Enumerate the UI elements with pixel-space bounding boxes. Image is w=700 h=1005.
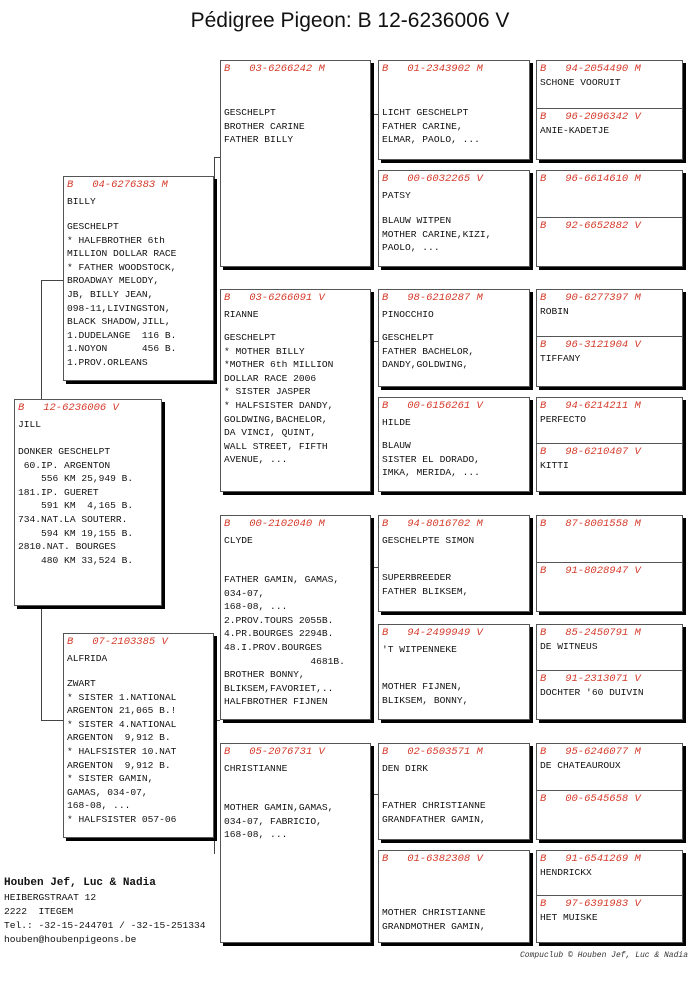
great-grandparent-card [378,397,530,492]
pair-divider [537,108,682,109]
pigeon-name: CHRISTIANNE [224,763,288,774]
ring-number: B 91-2313071 V [540,673,641,685]
ring-number: B 98-6210287 M [382,292,483,304]
pigeon-description: LICHT GESCHELPT FATHER CARINE, ELMAR, PAOLO, ... [382,107,480,146]
owner-city: 2222 ITEGEM [4,906,74,917]
ring-number: B 85-2450791 M [540,627,641,639]
great-grandparent-card [378,515,530,612]
ring-number: B 96-2096342 V [540,111,641,123]
great-great-grandparent-pair [536,289,683,387]
pigeon-name: PERFECTO [540,414,587,425]
ring-number: B 95-6246077 M [540,746,641,758]
pigeon-name: HILDE [382,417,411,428]
pigeon-name: HET MUISKE [540,912,598,923]
great-great-grandparent-pair [536,60,683,160]
ring-number: B 94-6214211 M [540,400,641,412]
owner-email[interactable]: houben@houbenpigeons.be [4,934,137,945]
pair-divider [537,217,682,218]
connector-line [371,114,378,115]
great-great-grandparent-pair [536,170,683,267]
owner-phone: Tel.: -32-15-244701 / -32-15-251334 [4,920,206,931]
great-grandparent-card [378,743,530,840]
pigeon-description: GESCHELPT * HALFBROTHER 6th MILLION DOLLAR RACE * FATHER WOODSTOCK, BROADWAY MELODY, JB, BILLY JEAN, 098-11,LIVINGSTON, BLACK SHADOW,JILL, 1.DUDELANGE 116 B. 1.NOYON 456 B. 1.PROV.ORLEANS [67,221,177,368]
ring-number: B 91-8028947 V [540,565,641,577]
connector-line [371,567,378,568]
pigeon-description: BLAUW WITPEN MOTHER CARINE,KIZI, PAOLO, ... [382,215,492,254]
pigeon-description: MOTHER FIJNEN, BLIKSEM, BONNY, [382,681,469,706]
great-great-grandparent-entry [540,673,679,699]
pigeon-name: PINOCCHIO [382,309,434,320]
pigeon-description: MOTHER GAMIN,GAMAS, 034-07, FABRICIO, 168-08, ... [224,802,334,841]
ring-number: B 00-6156261 V [382,400,483,412]
connector-line [41,606,42,720]
great-great-grandparent-entry [540,292,679,318]
pigeon-name: DE WITNEUS [540,641,598,652]
ring-number: B 94-2499949 V [382,627,483,639]
grandparent-card [220,289,371,492]
great-grandparent-card [378,170,530,267]
great-grandparent-card [378,289,530,387]
pigeon-description: GESCHELPT FATHER BACHELOR, DANDY,GOLDWING, [382,332,475,371]
ring-number: B 05-2076731 V [224,746,325,758]
great-great-grandparent-entry [540,339,679,365]
connector-line [371,341,378,342]
pair-divider [537,336,682,337]
great-great-grandparent-entry [540,173,679,186]
great-great-grandparent-entry [540,63,679,89]
pigeon-name: ROBIN [540,306,569,317]
ring-number: B 07-2103385 V [67,636,168,648]
ring-number: B 00-2102040 M [224,518,325,530]
ring-number: B 00-6032265 V [382,173,483,185]
ring-number: B 96-6614610 M [540,173,641,185]
owner-street: HEIBERGSTRAAT 12 [4,892,97,903]
great-great-grandparent-entry [540,793,679,806]
pair-divider [537,670,682,671]
sire-card [63,176,214,381]
great-great-grandparent-pair [536,624,683,720]
great-great-grandparent-entry [540,853,679,879]
pigeon-name: HENDRICKX [540,867,592,878]
ring-number: B 94-2054490 M [540,63,641,75]
pigeon-name: BILLY [67,196,96,207]
great-grandparent-card [378,850,530,943]
great-great-grandparent-entry [540,111,679,137]
great-great-grandparent-entry [540,446,679,472]
ring-number: B 94-8016702 M [382,518,483,530]
connector-line [371,114,372,221]
great-great-grandparent-pair [536,850,683,943]
pigeon-name: ANIE-KADETJE [540,125,610,136]
connector-line [41,280,42,400]
connector-line [371,341,372,445]
great-great-grandparent-pair [536,397,683,492]
grandparent-card [220,60,371,267]
connector-line [214,157,215,379]
subject-card [14,399,162,606]
pigeon-name: SCHONE VOORUIT [540,77,621,88]
pair-divider [537,443,682,444]
pigeon-name: JILL [18,419,42,430]
ring-number: B 92-6652882 V [540,220,641,232]
pigeon-description: FATHER GAMIN, GAMAS, 034-07, 168-08, ... 2.PROV.TOURS 2055B. 4.PR.BOURGES 2294B. 48.I.PROV.BOURGES 4681B. BROTHER BONNY, BLIKSEM,FAVORIET,.. HALFBROTHER FIJNEN [224,574,345,708]
connector-line [214,720,215,854]
ring-number: B 03-6266242 M [224,63,325,75]
pair-divider [537,895,682,896]
pigeon-name: DOCHTER '60 DUIVIN [540,687,644,698]
great-great-grandparent-entry [540,746,679,772]
pigeon-name: TIFFANY [540,353,581,364]
pigeon-description: SUPERBREEDER FATHER BLIKSEM, [382,572,469,597]
owner-block [4,876,244,947]
page-title: Pédigree Pigeon: B 12-6236006 V [190,9,510,32]
ring-number: B 12-6236006 V [18,402,119,414]
great-great-grandparent-pair [536,515,683,612]
ring-number: B 01-2343902 M [382,63,483,75]
pigeon-name: PATSY [382,190,411,201]
ring-number: B 01-6382308 V [382,853,483,865]
ring-number: B 98-6210407 V [540,446,641,458]
ring-number: B 91-6541269 M [540,853,641,865]
great-great-grandparent-entry [540,400,679,426]
pigeon-name: DE CHATEAUROUX [540,760,621,771]
pigeon-description: MOTHER CHRISTIANNE GRANDMOTHER GAMIN, [382,907,486,932]
pigeon-name: CLYDE [224,535,253,546]
ring-number: B 87-8001558 M [540,518,641,530]
pigeon-name: DEN DIRK [382,763,429,774]
pigeon-name: RIANNE [224,309,259,320]
pigeon-name: 'T WITPENNEKE [382,644,457,655]
ring-number: B 96-3121904 V [540,339,641,351]
connector-line [371,794,378,795]
grandparent-card [220,515,371,720]
connector-line [41,720,63,721]
connector-line [41,280,63,281]
ring-number: B 04-6276383 M [67,179,168,191]
ring-number: B 03-6266091 V [224,292,325,304]
pigeon-description: GESCHELPT * MOTHER BILLY *MOTHER 6th MILLION DOLLAR RACE 2006 * SISTER JASPER * HALFSISTER DANDY, GOLDWING,BACHELOR, DA VINCI, QUINT, WALL STREET, FIFTH AVENUE, ... [224,332,334,466]
connector-line [371,794,372,898]
great-great-grandparent-entry [540,627,679,653]
pigeon-description: BLAUW SISTER EL DORADO, IMKA, MERIDA, ... [382,440,480,479]
ring-number: B 02-6503571 M [382,746,483,758]
ring-number: B 97-6391983 V [540,898,641,910]
dam-card [63,633,214,838]
great-grandparent-card [378,624,530,720]
pigeon-description: FATHER CHRISTIANNE GRANDFATHER GAMIN, [382,800,486,825]
owner-name: Houben Jef, Luc & Nadia [4,877,156,889]
great-great-grandparent-pair [536,743,683,840]
great-grandparent-card [378,60,530,160]
connector-line [371,567,372,673]
pigeon-name: GESCHELPTE SIMON [382,535,475,546]
pair-divider [537,562,682,563]
great-great-grandparent-entry [540,565,679,578]
copyright-footer: Compuclub © Houben Jef, Luc & Nadia [519,951,688,960]
pigeon-description: DONKER GESCHELPT 60.IP. ARGENTON 556 KM 25,949 B. 181.IP. GUERET 591 KM 4,165 B. 734.NAT.LA SOUTERR. 594 KM 19,155 B. 2810.NAT. BOURGES 480 KM 33,524 B. [18,446,134,566]
ring-number: B 90-6277397 M [540,292,641,304]
pair-divider [537,790,682,791]
pigeon-name: ALFRIDA [67,653,108,664]
ring-number: B 00-6545658 V [540,793,641,805]
pigeon-description: GESCHELPT BROTHER CARINE FATHER BILLY [224,107,305,146]
great-great-grandparent-entry [540,220,679,233]
great-great-grandparent-entry [540,518,679,531]
pigeon-description: ZWART * SISTER 1.NATIONAL ARGENTON 21,065 B.! * SISTER 4.NATIONAL ARGENTON 9,912 B. * HALFSISTER 10.NAT ARGENTON 9,912 B. * SISTER GAMIN, GAMAS, 034-07, 168-08, ... * HALFSISTER 057-06 [67,678,177,825]
great-great-grandparent-entry [540,898,679,924]
pigeon-name: KITTI [540,460,569,471]
